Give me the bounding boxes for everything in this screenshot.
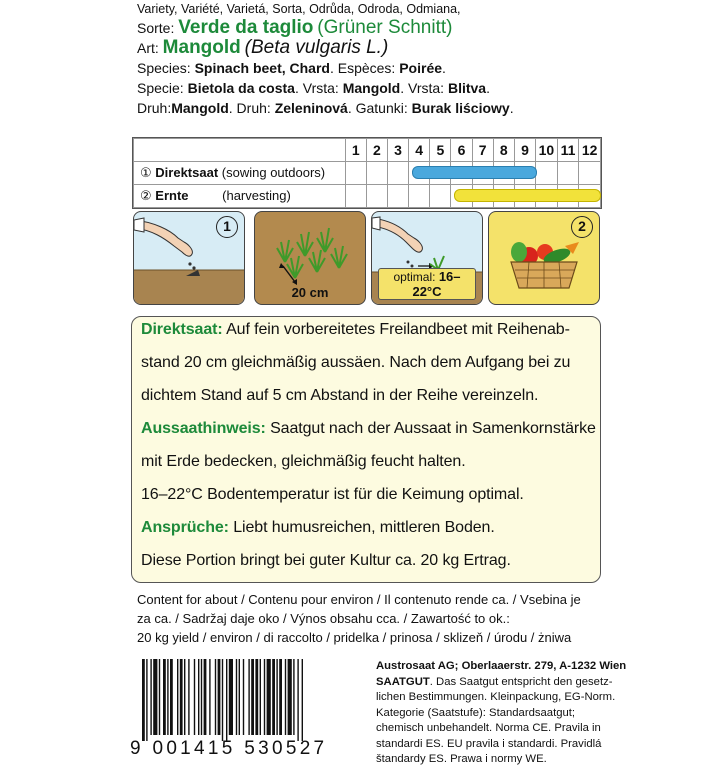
specie-prefix: Specie: (137, 80, 184, 96)
saatgut-label: SAATGUT (376, 675, 430, 688)
barcode-bar (276, 659, 277, 735)
month-11: 11 (557, 139, 579, 162)
species-fr: Poirée (399, 60, 443, 76)
imprint-line-3: Kategorie (Saatstufe): Standardsaatgut; (376, 706, 576, 719)
instr-line-8: Diese Portion bringt bei guter Kultur ca. 20 kg Ertrag. (141, 552, 511, 569)
marker-1: ① (140, 165, 152, 180)
druh-prefix: Druh: (137, 100, 172, 116)
instr-line-1 (141, 321, 570, 339)
month-1: 1 (345, 139, 366, 162)
barcode-bar (285, 659, 286, 735)
gatunki-prefix: . Gatunki: (347, 100, 408, 116)
imprint-line-1 (376, 675, 716, 691)
legal-imprint (376, 659, 716, 768)
aussaathinweis-text: Saatgut nach der Aussaat in Samenkornstärke (265, 420, 596, 437)
barcode-bar (170, 659, 173, 735)
barcode-bar (267, 659, 271, 735)
barcode-bar (260, 659, 261, 735)
content-yield-text (137, 590, 617, 647)
month-8: 8 (493, 139, 514, 162)
species-name: Mangold (162, 37, 241, 58)
period: . (509, 100, 514, 116)
marker-2: ② (140, 188, 152, 203)
barcode-bar (218, 659, 221, 735)
barcode-bar (222, 659, 223, 741)
barcode-bar (215, 659, 216, 735)
barcode-bar (198, 659, 199, 735)
panel-harvest (488, 211, 600, 305)
barcode-bar (264, 659, 265, 735)
content-line-3: 20 kg yield / environ / di raccolto / pridelka / prinosa / sklizeň / úrodu / żniwa (137, 630, 572, 645)
barcode-bar (180, 659, 183, 735)
druh-prefix-2: . Druh: (228, 100, 271, 116)
month-10: 10 (536, 139, 558, 162)
content-line-1: Content for about / Contenu pour environ / Il contenuto rende ca. / Vsebina je (137, 592, 581, 607)
month-3: 3 (387, 139, 408, 162)
species-line (137, 58, 697, 78)
barcode-bar (297, 659, 298, 741)
instr-line-2: stand 20 cm gleichmäßig aussäen. Nach dem Aufgang bei zu (141, 354, 571, 371)
step-number-2: 2 (571, 216, 593, 238)
direktsaat-text: Auf fein vorbereitetes Freilandbeet mit Reihenab- (222, 321, 570, 338)
sorte-line (137, 18, 697, 38)
barcode-bar (188, 659, 189, 735)
company-address: Austrosaat AG; Oberlaaerstr. 279, A-1232 Wien (376, 660, 627, 672)
imprint-line-2: lichen Bestimmungen. Kleinpackung, EG-Norm. (376, 691, 616, 703)
species-it: Bietola da costa (187, 80, 295, 96)
barcode-bar (243, 659, 244, 735)
species-pl: Burak liściowy (411, 100, 510, 116)
month-6: 6 (451, 139, 472, 162)
barcode-bar (302, 659, 303, 741)
instr-line-4 (141, 420, 596, 438)
barcode-bar (146, 659, 147, 741)
vrsta-prefix-2: . Vrsta: (400, 80, 445, 96)
row-label-sowing (134, 162, 346, 185)
barcode-bar (239, 659, 240, 735)
barcode-bar (194, 659, 195, 735)
calendar-header-row (134, 139, 601, 162)
barcode-bar (150, 659, 151, 735)
month-5: 5 (430, 139, 451, 162)
spacing-label: 20 cm (291, 285, 329, 300)
barcode-bar (167, 659, 168, 735)
growing-instructions (131, 316, 601, 583)
panel-sowing (133, 211, 245, 305)
barcode-bar (159, 659, 160, 735)
ansprueche-heading: Ansprüche: (141, 519, 229, 536)
barcode-bar (272, 659, 275, 735)
month-12: 12 (579, 139, 601, 162)
period: . (486, 80, 490, 96)
variety-name: Verde da taglio (178, 17, 314, 38)
instr-line-7 (141, 519, 495, 537)
barcode-bar (255, 659, 258, 735)
aussaathinweis-heading: Aussaathinweis: (141, 420, 266, 437)
month-2: 2 (366, 139, 387, 162)
barcode-bar (248, 659, 249, 735)
barcode-bar (293, 659, 294, 735)
barcode-bar (163, 659, 166, 735)
month-9: 9 (514, 139, 535, 162)
barcode-bar (201, 659, 202, 735)
druh-line (137, 98, 697, 118)
species-cz: Mangold (171, 100, 229, 116)
barcode-bar (279, 659, 282, 735)
sowing-note: (sowing outdoors) (221, 165, 326, 180)
species-prefix: Species: (137, 60, 191, 76)
barcode-bar (184, 659, 185, 735)
barcode-digits: 9 001415 530527 (130, 738, 328, 757)
barcode-bar (177, 659, 178, 735)
barcode-bar (226, 659, 227, 741)
direktsaat-heading: Direktsaat: (141, 321, 223, 338)
sowing-calendar (132, 137, 602, 209)
harvest-label: Ernte (155, 188, 189, 203)
imprint-line-5: standardi ES. EU pravila i standardi. Pravidlá (376, 737, 602, 750)
ean-barcode (124, 657, 364, 757)
row-label-harvest (134, 185, 346, 208)
temperature-value: 16–22°C (412, 269, 461, 299)
month-4: 4 (409, 139, 430, 162)
barcode-bar (142, 659, 145, 741)
panel-spacing (254, 211, 366, 305)
species-en: Spinach beet, Chard (194, 60, 330, 76)
sowing-label: Direktsaat (155, 165, 219, 180)
barcode-bar (251, 659, 254, 735)
temperature-label (378, 268, 476, 300)
calendar-corner (134, 139, 346, 162)
barcode-bar (209, 659, 210, 735)
content-line-2: za ca. / Sadržaj daje oko / Výnos obsahu cca. / Zawartość to ok.: (137, 611, 510, 626)
vrsta-prefix: . Vrsta: (294, 80, 339, 96)
variety-languages: Variety, Variété, Varietá, Sorta, Odrůda, Odroda, Odmiana, (137, 2, 461, 16)
imprint-text-1: . Das Saatgut entspricht den gesetz- (429, 675, 613, 688)
ansprueche-text: Liebt humusreichen, mittleren Boden. (228, 519, 495, 536)
month-7: 7 (472, 139, 493, 162)
imprint-line-4: chemisch unbehandelt. Norma CE. Pravila in (376, 722, 601, 734)
imprint-line-6: štandardy ES. Prawa i normy WE. (376, 753, 547, 765)
instr-line-5: mit Erde bedecken, gleichmäßig feucht halten. (141, 453, 466, 470)
sowing-period-bar (412, 166, 538, 179)
barcode-bar (288, 659, 292, 735)
barcode-bar (229, 659, 233, 735)
harvest-period-bar (454, 189, 601, 202)
panel-temperature (371, 211, 483, 305)
barcode-bar (236, 659, 237, 735)
product-header (137, 0, 697, 118)
art-line (137, 38, 697, 58)
species-sk: Zeleninová (274, 100, 348, 116)
period: . (442, 60, 446, 76)
barcode-bar (204, 659, 207, 735)
latin-name: (Beta vulgaris L.) (244, 37, 389, 58)
especes-prefix: . Espèces: (329, 60, 396, 76)
instr-line-6: 16–22°C Bodentemperatur ist für die Keimung optimal. (141, 486, 524, 503)
species-sl: Mangold (342, 80, 401, 96)
step-number-1: 1 (216, 216, 238, 238)
instr-line-3: dichtem Stand auf 5 cm Abstand in der Reihe vereinzeln. (141, 387, 539, 404)
variety-alt-name: (Grüner Schnitt) (317, 17, 453, 38)
barcode-bar (153, 659, 157, 735)
species-hr: Blitva (447, 80, 487, 96)
temperature-prefix: optimal: (393, 270, 436, 284)
art-prefix: Art: (137, 40, 159, 56)
sorte-prefix: Sorte: (137, 20, 175, 36)
specie-line (137, 78, 697, 98)
harvest-note: (harvesting) (222, 188, 291, 203)
